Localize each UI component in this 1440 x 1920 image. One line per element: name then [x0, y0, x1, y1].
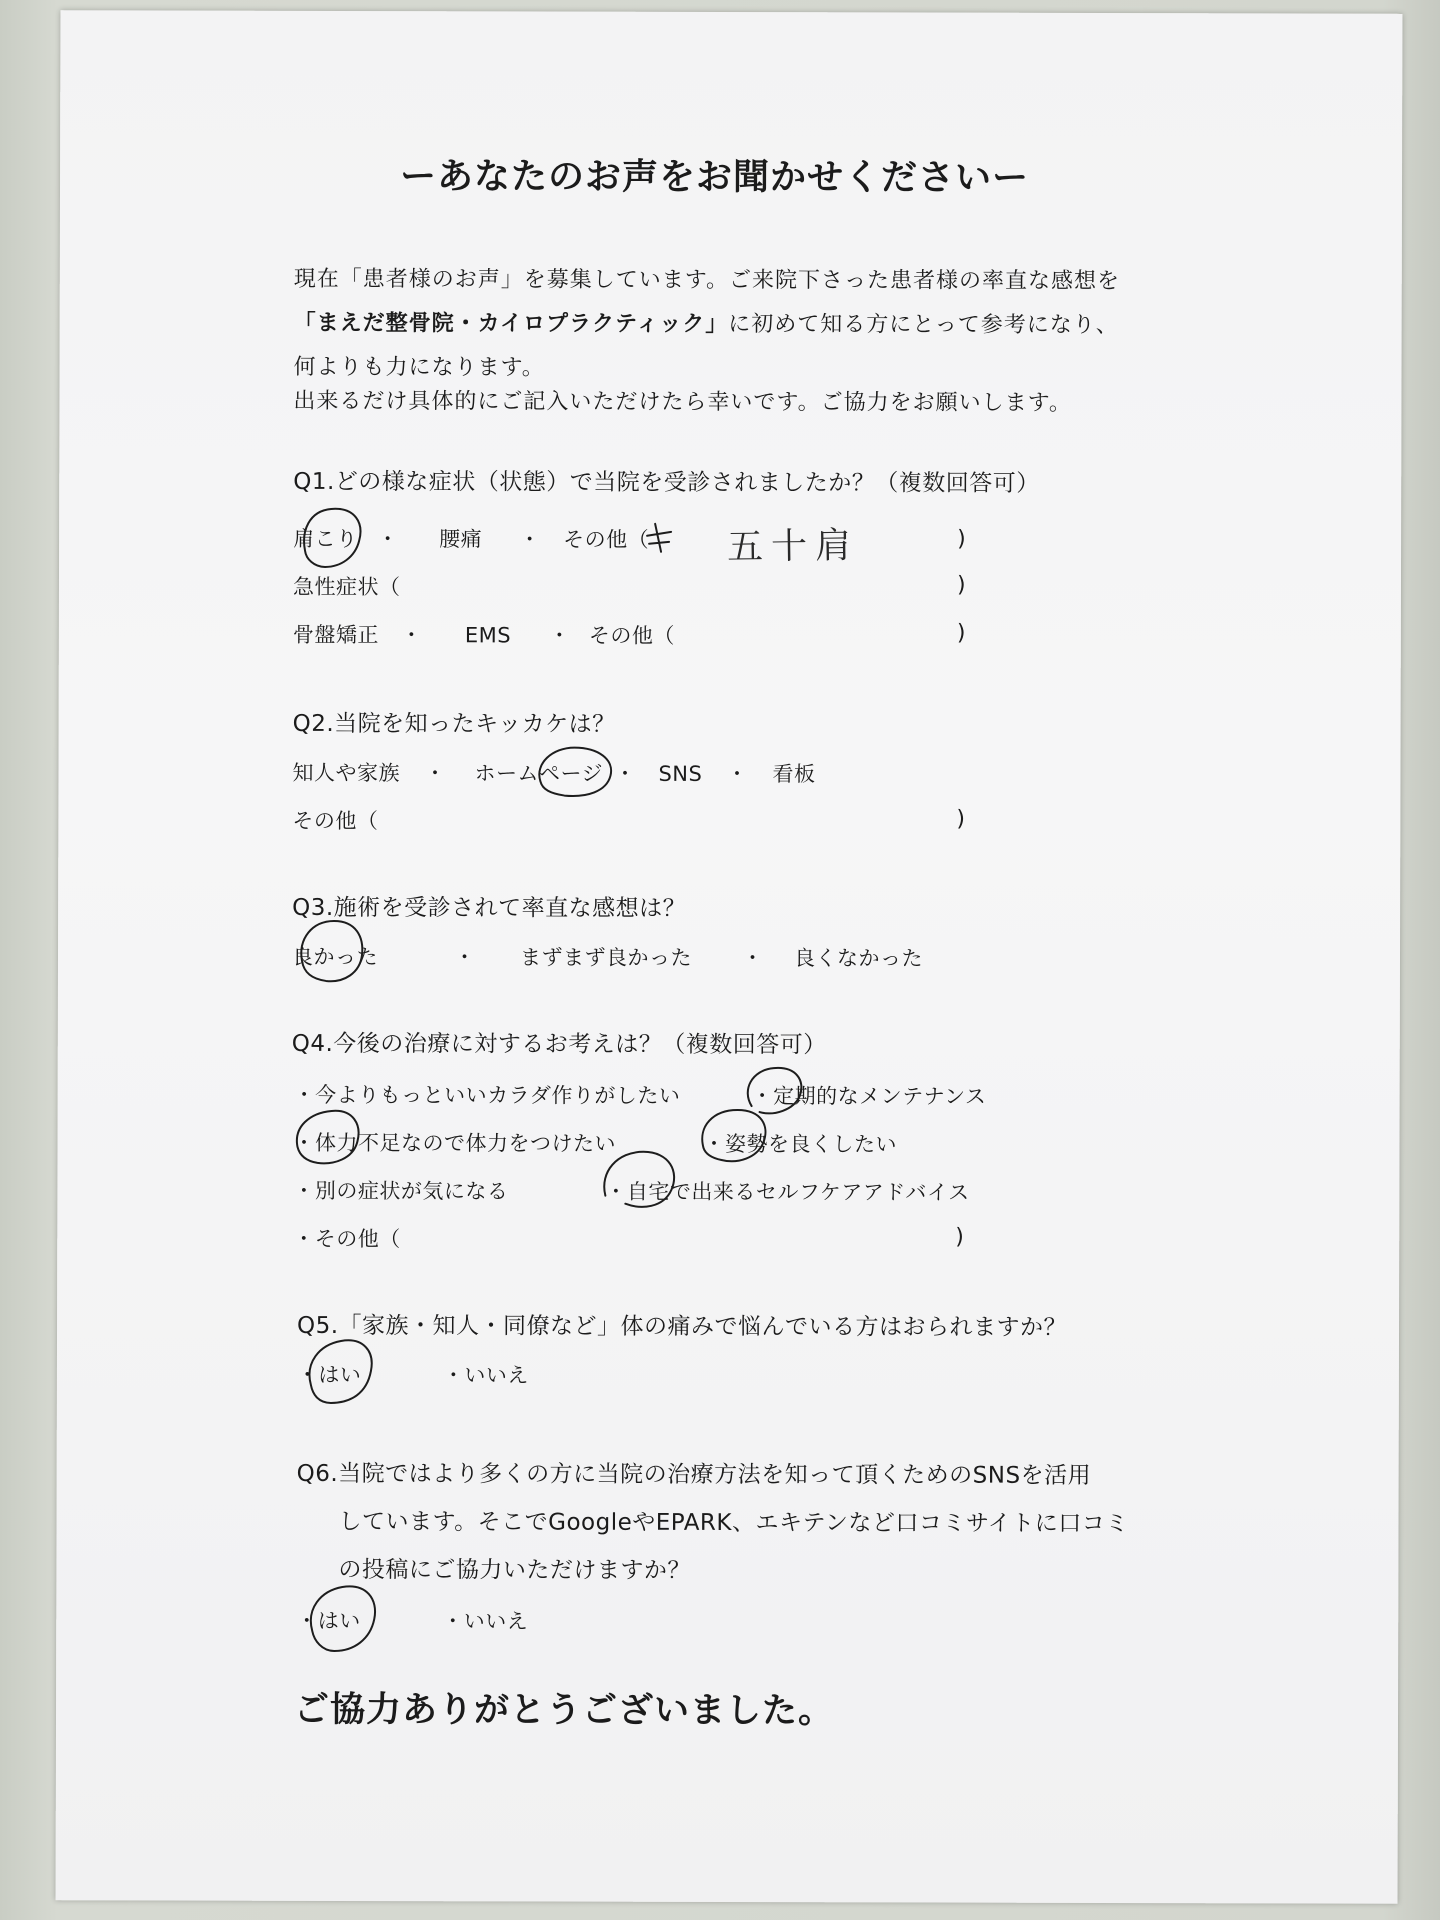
q2-option-homepage[interactable]: ホームページ — [474, 761, 604, 786]
q2-option-friends[interactable]: 知人や家族 — [292, 760, 401, 786]
q2-dot-2: ・ — [614, 761, 637, 786]
q5-option-no[interactable]: ・いいえ — [442, 1363, 529, 1388]
q6-option-yes[interactable]: ・はい — [296, 1608, 361, 1634]
q4-option-body[interactable]: ・今よりもっといいカラダ作りがしたい — [293, 1082, 681, 1108]
q2-dot-3: ・ — [726, 761, 749, 787]
q3-dot-2: ・ — [741, 946, 764, 971]
intro-line-3: 何よりも力になります。 — [293, 354, 545, 381]
q4-close-paren: ) — [955, 1224, 964, 1250]
q2-option-signboard[interactable]: 看板 — [772, 762, 816, 787]
intro-line-4: 出来るだけ具体的にご記入いただけたら幸いです。ご協力をお願いします。 — [293, 388, 1072, 416]
intro-line-1: 現在「患者様のお声」を募集しています。ご来院下さった患者様の率直な感想を — [293, 266, 1121, 295]
q4-option-stamina[interactable]: ・体力不足なので体力をつけたい — [293, 1130, 617, 1156]
q3-option-fair[interactable]: まずまず良かった — [519, 945, 693, 970]
page-title: ーあなたのお声をお聞かせくださいー — [399, 156, 1030, 199]
clinic-name: 「まえだ整骨院・カイロプラクティック」 — [293, 310, 729, 337]
check-mark-q1 — [647, 524, 671, 552]
q1-option-acute[interactable]: 急性症状（ — [292, 574, 401, 600]
q2-option-sns[interactable]: SNS — [658, 761, 703, 786]
handwritten-marks — [56, 10, 1403, 1904]
q6-question-line-1: Q6.当院ではより多くの方に当院の治療方法を知って頂くためのSNSを活用 — [296, 1460, 1092, 1489]
q1-option-other-2[interactable]: その他（ — [588, 623, 675, 648]
q4-option-other[interactable]: ・その他（ — [293, 1226, 401, 1252]
q1-handwritten-answer: 五十肩 — [726, 525, 860, 569]
q1-row3-close-paren: ) — [956, 620, 966, 646]
q1-option-ems[interactable]: EMS — [464, 623, 512, 648]
q5-question: Q5.「家族・知人・同僚など」体の痛みで悩んでいる方はおられますか？ — [296, 1312, 1068, 1341]
q5-option-yes[interactable]: ・はい — [296, 1362, 362, 1388]
q3-option-good[interactable]: 良かった — [291, 944, 379, 970]
q1-dot-3: ・ — [400, 623, 423, 648]
q2-question: Q2.当院を知ったキッカケは？ — [292, 710, 616, 738]
q3-dot-1: ・ — [453, 945, 476, 970]
q1-dot-2: ・ — [519, 527, 541, 552]
q1-question: Q1.どの様な症状（状態）で当院を受診されましたか？（複数回答可） — [293, 468, 1040, 497]
q1-option-pelvis[interactable]: 骨盤矯正 — [292, 622, 379, 648]
q1-dot-1: ・ — [377, 527, 399, 552]
q4-question: Q4.今後の治療に対するお考えは？（複数回答可） — [291, 1030, 827, 1059]
q1-option-youtsuu[interactable]: 腰痛 — [439, 527, 483, 552]
q6-option-no[interactable]: ・いいえ — [442, 1609, 529, 1634]
q2-option-other[interactable]: その他（ — [292, 808, 379, 834]
q4-option-posture[interactable]: ・姿勢を良くしたい — [703, 1131, 898, 1157]
intro-line-2 — [293, 310, 1119, 339]
q1-option-other[interactable]: その他（ — [563, 527, 650, 552]
q6-question-line-2: しています。そこでGoogleやEPARK、エキテンなど口コミサイトに口コミ — [338, 1508, 1129, 1538]
q3-option-bad[interactable]: 良くなかった — [793, 946, 924, 971]
q1-option-katakori[interactable]: 肩こり — [293, 526, 358, 552]
q2-dot-1: ・ — [424, 761, 447, 786]
intro-line-2-rest: に初めて知る方にとって参考になり、 — [728, 311, 1119, 339]
q1-row2-close-paren: ) — [956, 572, 966, 598]
q1-dot-4: ・ — [548, 623, 571, 648]
q4-option-selfcare[interactable]: ・自宅で出来るセルフケアアドバイス — [605, 1179, 970, 1205]
q3-question: Q3.施術を受診されて率直な感想は？ — [292, 894, 687, 922]
survey-sheet — [56, 10, 1403, 1904]
q4-option-maintenance[interactable]: ・定期的なメンテナンス — [751, 1084, 987, 1109]
q4-option-other-symptom[interactable]: ・別の症状が気になる — [293, 1178, 509, 1204]
thank-you-message: ご協力ありがとうございました。 — [293, 1689, 835, 1732]
q6-question-line-3: の投稿にご協力いただけますか？ — [338, 1556, 691, 1584]
q1-row1-close-paren: ) — [957, 526, 966, 552]
q2-close-paren: ) — [956, 806, 965, 832]
